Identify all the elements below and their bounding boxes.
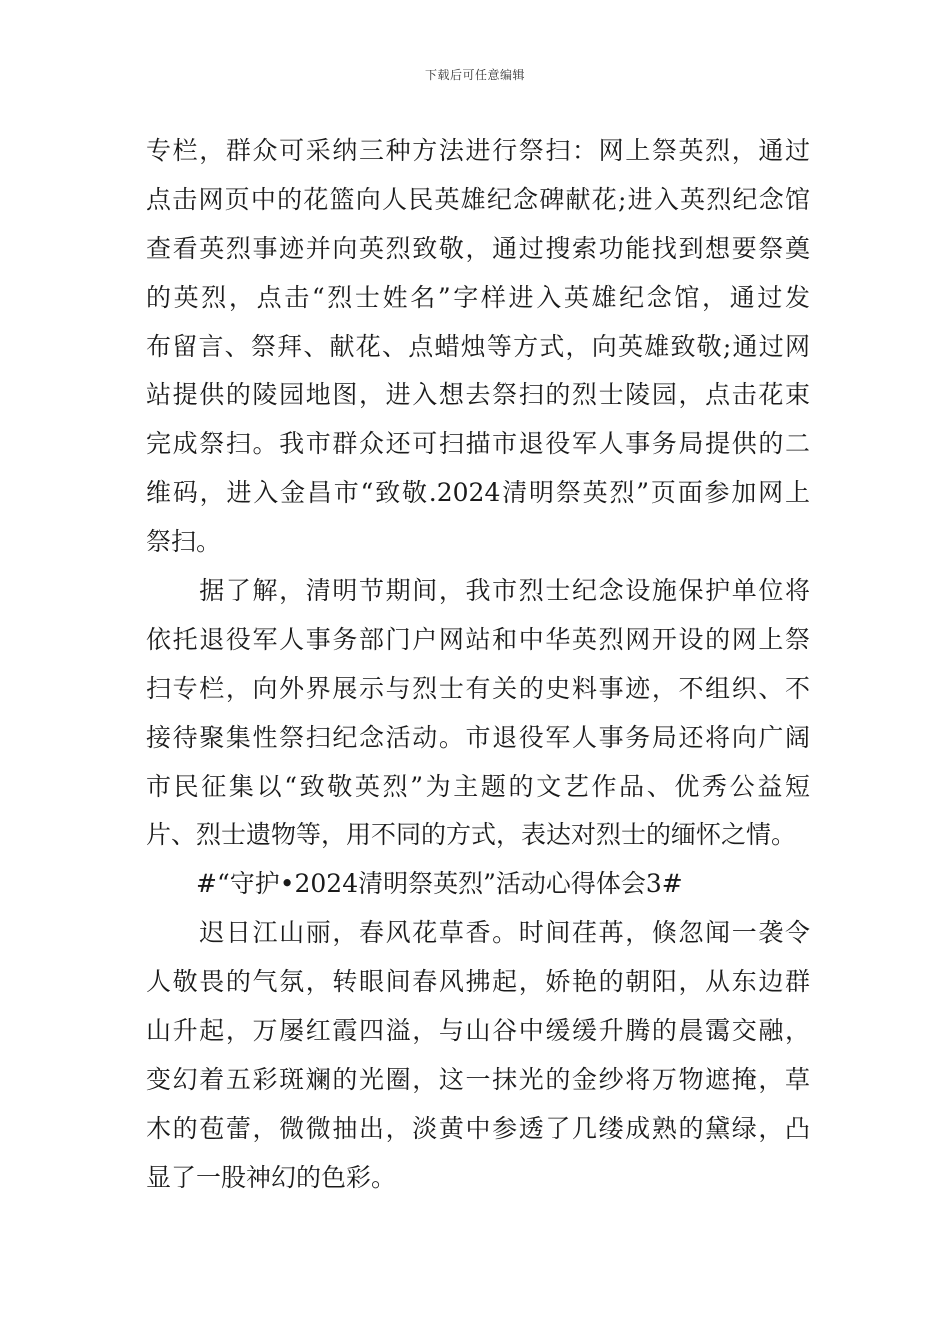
text-line: 迟日江山丽，春风花草香。时间荏苒，倏忽闻一袭令 (146, 918, 810, 948)
text-line: 布留言、祭拜、献花、点蜡烛等方式，向英雄致敬;通过网 (146, 331, 810, 361)
text-line: 点击网页中的花篮向人民英雄纪念碑献花;进入英烈纪念馆 (146, 184, 810, 214)
text-line: 维码，进入金昌市“致敬.2024清明祭英烈”页面参加网上 (146, 478, 810, 508)
document-body (146, 127, 810, 1203)
text-line: 据了解，清明节期间，我市烈士纪念设施保护单位将 (146, 576, 810, 606)
text-line: 市民征集以“致敬英烈”为主题的文艺作品、优秀公益短 (146, 771, 810, 801)
text-line: 专栏，群众可采纳三种方法进行祭扫：网上祭英烈，通过 (146, 136, 810, 165)
text-line: 查看英烈事迹并向英烈致敬，通过搜索功能找到想要祭奠 (146, 233, 810, 263)
section-heading (146, 860, 810, 909)
paragraph-1 (146, 127, 810, 567)
text-line: 依托退役军人事务部门户网站和中华英烈网开设的网上祭 (146, 624, 810, 654)
paragraph-2 (146, 567, 810, 860)
text-line: 的英烈，点击“烈士姓名”字样进入英雄纪念馆，通过发 (146, 282, 810, 312)
heading-line: #“守护•2024清明祭英烈”活动心得体会3# (146, 869, 683, 899)
paragraph-3 (146, 909, 810, 1202)
text-line: 完成祭扫。我市群众还可扫描市退役军人事务局提供的二 (146, 429, 810, 459)
text-line: 扫专栏，向外界展示与烈士有关的史料事迹，不组织、不 (146, 673, 810, 703)
text-line: 接待聚集性祭扫纪念活动。市退役军人事务局还将向广阔 (146, 722, 810, 752)
text-line: 变幻着五彩斑斓的光圈，这一抹光的金纱将万物遮掩，草 (146, 1064, 810, 1094)
text-line: 片、烈士遗物等，用不同的方式，表达对烈士的缅怀之情。 (146, 820, 797, 850)
text-line: 山升起，万屡红霞四溢，与山谷中缓缓升腾的晨霭交融， (146, 1016, 810, 1046)
text-line: 显了一股神幻的色彩。 (146, 1162, 397, 1192)
text-line: 人敬畏的气氛，转眼间春风拂起，娇艳的朝阳，从东边群 (146, 967, 810, 997)
page-header-note: 下载后可任意编辑 (424, 68, 525, 82)
text-line: 祭扫。 (146, 527, 222, 557)
text-line: 站提供的陵园地图，进入想去祭扫的烈士陵园，点击花束 (146, 380, 810, 410)
text-line: 木的苞蕾，微微抽出，淡黄中参透了几缕成熟的黛绿，凸 (146, 1113, 810, 1143)
